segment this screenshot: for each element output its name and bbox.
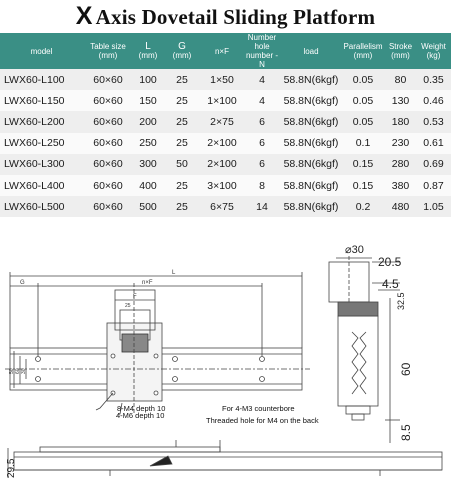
table-cell: 6×75 (201, 196, 243, 217)
table-cell: LWX60-L250 (0, 133, 83, 154)
technical-drawing (0, 238, 451, 488)
table-cell: 0.35 (416, 69, 451, 90)
table-cell: 0.53 (416, 111, 451, 132)
column-header-label: Weight (421, 42, 446, 51)
table-cell: 4 (243, 69, 281, 90)
table-cell: 250 (133, 133, 163, 154)
column-header-label: n×F (214, 46, 229, 56)
table-cell: 300 (133, 154, 163, 175)
table-row (0, 196, 451, 217)
table-cell: 6 (243, 133, 281, 154)
label-F: F (133, 294, 137, 300)
table-row (0, 69, 451, 90)
title-axis-letter: X (75, 2, 93, 30)
small-dim-60: 60 (15, 368, 21, 374)
column-header-unit: (mm) (138, 51, 158, 60)
table-cell: 6 (243, 154, 281, 175)
table-cell: LWX60-L300 (0, 154, 83, 175)
table-cell: 0.15 (341, 175, 385, 196)
table-cell: 2×100 (201, 133, 243, 154)
label-G: G (20, 280, 25, 286)
column-header (163, 33, 201, 69)
table-cell: 0.05 (341, 111, 385, 132)
table-row (0, 111, 451, 132)
label-L: L (172, 270, 176, 276)
spec-table-body (0, 69, 451, 217)
table-row (0, 154, 451, 175)
column-header-unit: (kg) (426, 51, 441, 60)
table-cell: 480 (385, 196, 416, 217)
table-cell: 0.46 (416, 90, 451, 111)
table-cell: 2×75 (201, 111, 243, 132)
table-cell: 58.8N(6kgf) (281, 154, 341, 175)
note-back-thread: Threaded hole for M4 on the back (206, 416, 319, 425)
column-header-label: Number hole number -N (245, 33, 278, 69)
side-view-table (338, 316, 378, 406)
note-m6-depth: 4-M6 depth 10 (116, 411, 165, 420)
table-cell: 25 (163, 69, 201, 90)
spec-header-row (0, 33, 451, 69)
column-header-label: L (145, 41, 151, 52)
table-cell: 50 (163, 154, 201, 175)
column-header-label: load (303, 46, 319, 56)
table-cell: 60×60 (83, 175, 133, 196)
table-cell: 25 (163, 90, 201, 111)
note-m4-depth: 8-M4 depth 10 (117, 404, 166, 413)
table-cell: 60×60 (83, 133, 133, 154)
table-cell: LWX60-L400 (0, 175, 83, 196)
table-cell: 180 (385, 111, 416, 132)
page-title (0, 2, 451, 31)
column-header-label: G (178, 41, 186, 52)
table-cell: 150 (133, 90, 163, 111)
table-cell: 3×100 (201, 175, 243, 196)
table-cell: 0.61 (416, 133, 451, 154)
column-header (385, 33, 416, 69)
table-cell: 0.87 (416, 175, 451, 196)
small-dim-25: 25 (125, 303, 131, 309)
table-cell: 25 (163, 175, 201, 196)
column-header (201, 33, 243, 69)
table-cell: LWX60-L500 (0, 196, 83, 217)
front-view-body (14, 452, 442, 470)
table-cell: 230 (385, 133, 416, 154)
table-cell: 1×50 (201, 69, 243, 90)
table-cell: 25 (163, 196, 201, 217)
table-cell: 0.05 (341, 69, 385, 90)
spec-table (0, 33, 451, 217)
table-cell: 60×60 (83, 69, 133, 90)
table-cell: 58.8N(6kgf) (281, 196, 341, 217)
table-cell: 0.69 (416, 154, 451, 175)
table-cell: 500 (133, 196, 163, 217)
table-cell: 0.15 (341, 154, 385, 175)
dim-29-5-label: 29.5 (6, 458, 17, 478)
table-cell: LWX60-L100 (0, 69, 83, 90)
table-cell: 14 (243, 196, 281, 217)
dim-32-5-label: 32.5 (396, 292, 406, 310)
dim-60-label: 60 (399, 362, 413, 376)
table-cell: 1.05 (416, 196, 451, 217)
table-cell: 6 (243, 111, 281, 132)
table-row (0, 175, 451, 196)
column-header-unit: (mm) (172, 51, 192, 60)
table-cell: 4 (243, 90, 281, 111)
column-header (416, 33, 451, 69)
column-header-unit: (mm) (353, 51, 373, 60)
table-cell: 400 (133, 175, 163, 196)
table-cell: 380 (385, 175, 416, 196)
table-cell: 60×60 (83, 111, 133, 132)
dim-diameter-label: ⌀30 (345, 244, 364, 256)
dim-4-5-label: 4.5 (382, 277, 399, 291)
table-cell: 0.2 (341, 196, 385, 217)
column-header-label: Table size (90, 42, 126, 51)
column-header (133, 33, 163, 69)
table-cell: 200 (133, 111, 163, 132)
note-m3-counterbore: For 4-M3 counterbore (222, 404, 295, 413)
table-cell: 80 (385, 69, 416, 90)
table-cell: 1×100 (201, 90, 243, 111)
column-header-unit: (mm) (98, 51, 118, 60)
title-text: Axis Dovetail Sliding Platform (95, 5, 376, 29)
table-cell: 8 (243, 175, 281, 196)
label-nxF: n×F (142, 280, 153, 286)
column-header (281, 33, 341, 69)
column-header-label: Stroke (388, 42, 413, 51)
table-cell: 58.8N(6kgf) (281, 90, 341, 111)
table-cell: 0.05 (341, 90, 385, 111)
table-cell: 58.8N(6kgf) (281, 133, 341, 154)
table-cell: 60×60 (83, 196, 133, 217)
column-header (83, 33, 133, 69)
column-header-label: Parallelism (343, 42, 383, 51)
dim-8-5-label: 8.5 (399, 424, 413, 441)
table-cell: 2×100 (201, 154, 243, 175)
table-cell: LWX60-L200 (0, 111, 83, 132)
small-dim-50: 50 (9, 368, 15, 374)
column-header (243, 33, 281, 69)
column-header (341, 33, 385, 69)
column-header-unit: (mm) (391, 51, 410, 60)
table-cell: 0.1 (341, 133, 385, 154)
table-cell: 60×60 (83, 154, 133, 175)
small-dim-30: 30 (21, 368, 27, 374)
table-cell: 58.8N(6kgf) (281, 175, 341, 196)
table-cell: LWX60-L150 (0, 90, 83, 111)
table-cell: 280 (385, 154, 416, 175)
table-row (0, 90, 451, 111)
column-header (0, 33, 83, 69)
table-row (0, 133, 451, 154)
column-header-label: model (30, 46, 53, 56)
table-cell: 58.8N(6kgf) (281, 69, 341, 90)
table-cell: 100 (133, 69, 163, 90)
table-cell: 25 (163, 111, 201, 132)
table-cell: 60×60 (83, 90, 133, 111)
table-cell: 58.8N(6kgf) (281, 111, 341, 132)
table-cell: 130 (385, 90, 416, 111)
dim-20-5-label: 20.5 (378, 255, 402, 269)
table-cell: 25 (163, 133, 201, 154)
